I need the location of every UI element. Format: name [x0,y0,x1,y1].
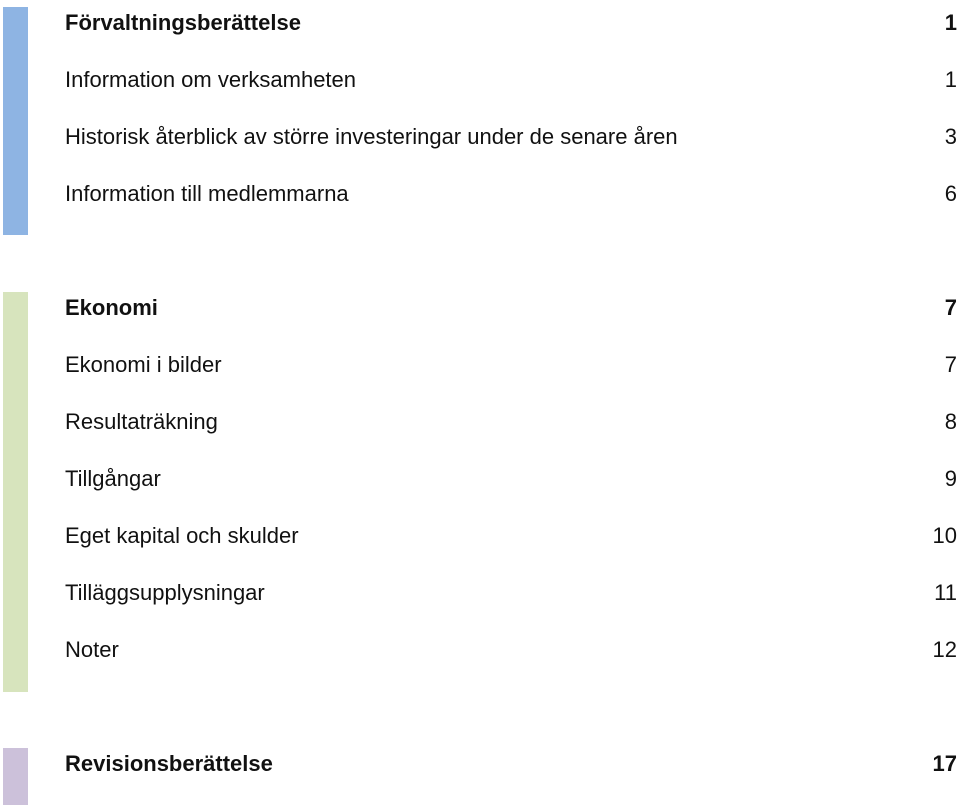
toc-entry-label: Förvaltningsberättelse [65,10,301,35]
toc-entry-page: 10 [932,523,957,548]
toc-entry-page: 7 [944,295,957,320]
toc-entry[interactable] [65,464,959,494]
toc-entry-page: 9 [944,466,957,491]
toc-section-forvaltningsberattelse [0,7,959,235]
toc-entry-label: Ekonomi [65,295,158,320]
toc-entry[interactable] [65,635,959,665]
toc-entry-page: 1 [944,10,957,35]
toc-entry-label: Ekonomi i bilder [65,352,222,377]
toc-entry-page: 8 [944,409,957,434]
toc-entry-label: Historisk återblick av större investeringar under de senare åren [65,124,678,149]
toc-entry-page: 1 [944,67,957,92]
toc-entry-page: 3 [944,124,957,149]
toc-entry[interactable] [65,521,959,551]
toc-entry-label: Eget kapital och skulder [65,523,299,548]
toc-entry-heading[interactable] [65,8,959,38]
toc-entry-page: 6 [944,181,957,206]
toc-entry-page: 7 [944,352,957,377]
section-color-bar [3,748,28,805]
toc-section-revisionsberattelse [0,748,959,805]
toc-entry-label: Tilläggsupplysningar [65,580,265,605]
toc-entry-page: 11 [934,580,957,605]
toc-entry-heading[interactable] [65,749,959,779]
section-color-bar [3,292,28,692]
toc-entry[interactable] [65,179,959,209]
toc-entry[interactable] [65,578,959,608]
toc-entry[interactable] [65,350,959,380]
toc-section-ekonomi [0,292,959,692]
toc-entry[interactable] [65,407,959,437]
toc-entry[interactable] [65,122,959,152]
toc-entry-heading[interactable] [65,293,959,323]
toc-entry-label: Noter [65,637,119,662]
toc-entry-label: Information till medlemmarna [65,181,349,206]
toc-entry-page: 17 [932,751,957,776]
toc-entry-label: Resultaträkning [65,409,218,434]
section-color-bar [3,7,28,235]
toc-entry-label: Information om verksamheten [65,67,357,92]
toc-entry-page: 12 [932,637,957,662]
toc-entry-label: Revisionsberättelse [65,751,273,776]
toc-entry-label: Tillgångar [65,466,161,491]
toc-entry[interactable] [65,65,959,95]
